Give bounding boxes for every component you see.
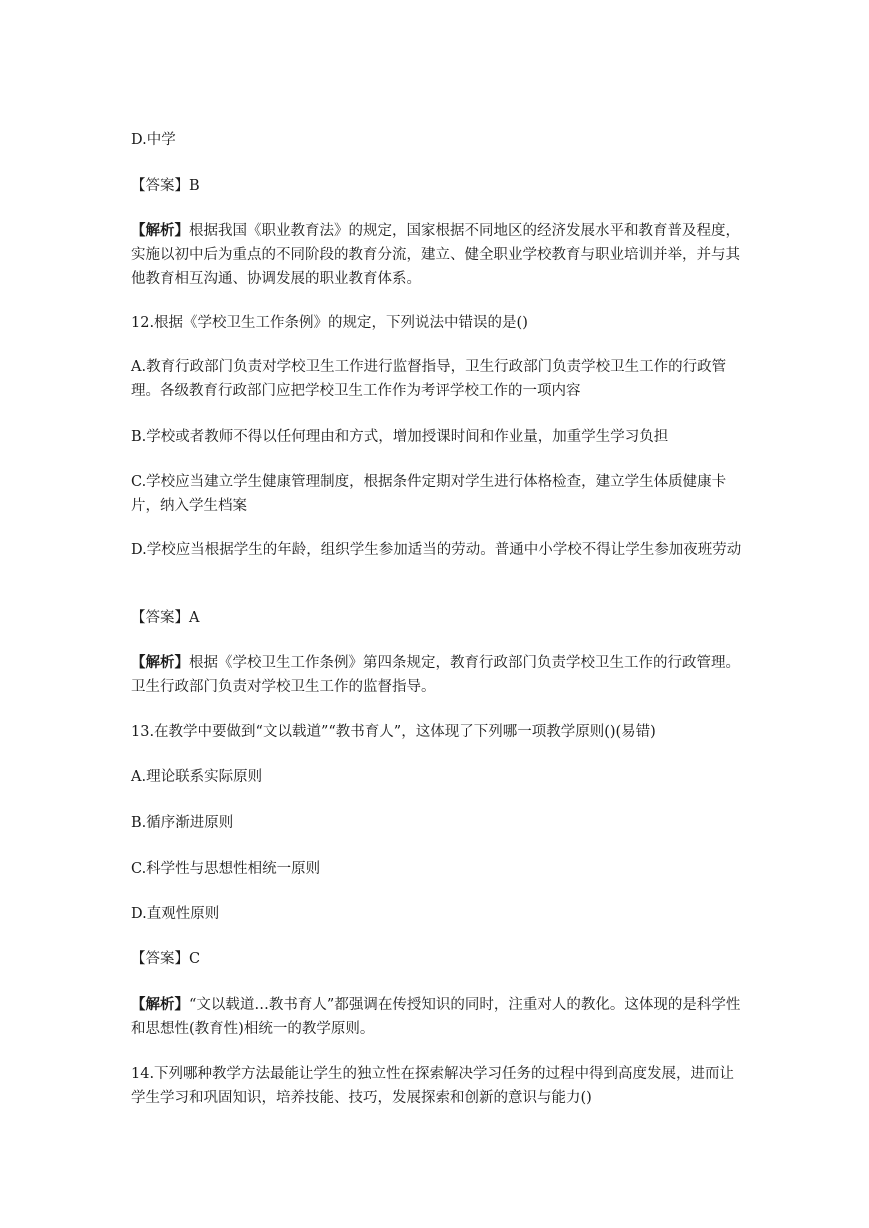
q12-option-a: A.教育行政部门负责对学校卫生工作进行监督指导，卫生行政部门负责学校卫生工作的行政管理。各级教育行政部门应把学校卫生工作作为考评学校工作的一项内容 — [131, 359, 727, 399]
q14-stem: 14.下列哪种教学方法最能让学生的独立性在探索解决学习任务的过程中得到高度发展，进而让学生学习和巩固知识，培养技能、技巧，发展探索和创新的意识与能力() — [131, 1066, 735, 1106]
q13-answer: 【答案】C — [131, 951, 201, 967]
analysis-text: 根据《学校卫生工作条例》第四条规定，教育行政部门负责学校卫生工作的行政管理。卫生行政部门负责对学校卫生工作的监督指导。 — [131, 655, 740, 695]
q12-option-b: B.学校或者教师不得以任何理由和方式，增加授课时间和作业量，加重学生学习负担 — [131, 429, 669, 445]
q12-stem: 12.根据《学校卫生工作条例》的规定，下列说法中错误的是() — [131, 315, 528, 331]
q13-option-d: D.直观性原则 — [131, 906, 220, 922]
q12-analysis — [131, 651, 746, 699]
q12-answer: 【答案】A — [131, 610, 200, 626]
analysis-tag: 【解析】 — [131, 222, 189, 239]
q13-option-a: A.理论联系实际原则 — [131, 769, 263, 785]
q11-option-d: D.中学 — [131, 132, 176, 148]
q12-option-d: D.学校应当根据学生的年龄，组织学生参加适当的劳动。普通中小学校不得让学生参加夜班劳动 — [131, 542, 742, 558]
q11-answer: 【答案】B — [131, 178, 200, 194]
q13-option-b: B.循序渐进原则 — [131, 815, 234, 831]
q13-option-c: C.科学性与思想性相统一原则 — [131, 861, 321, 877]
analysis-text: “文以载道…教书育人”都强调在传授知识的同时，注重对人的教化。这体现的是科学性和思想性(教育性)相统一的教学原则。 — [131, 997, 741, 1037]
analysis-tag: 【解析】 — [131, 996, 189, 1013]
q13-stem: 13.在教学中要做到“文以载道”“教书育人”，这体现了下列哪一项教学原则()(易错) — [131, 724, 656, 740]
q12-option-c: C.学校应当建立学生健康管理制度，根据条件定期对学生进行体格检查，建立学生体质健康卡片，纳入学生档案 — [131, 474, 727, 514]
q13-analysis — [131, 993, 746, 1041]
analysis-text: 根据我国《职业教育法》的规定，国家根据不同地区的经济发展水平和教育普及程度，实施以初中后为重点的不同阶段的教育分流，建立、健全职业学校教育与职业培训并举，并与其他教育相互沟通、协调发展的职业教育体系。 — [131, 223, 740, 287]
q11-analysis — [131, 219, 746, 291]
analysis-tag: 【解析】 — [131, 654, 189, 671]
